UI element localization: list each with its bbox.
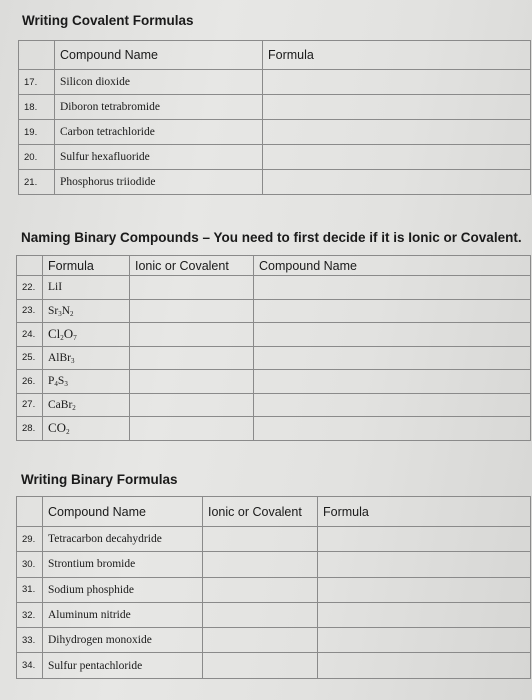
compound-name-answer-cell[interactable]	[254, 276, 531, 300]
row-number: 19.	[19, 120, 55, 145]
row-number: 30.	[17, 552, 43, 577]
compound-name-answer-cell[interactable]	[254, 299, 531, 323]
header-number	[19, 41, 55, 70]
formula-text: LiI	[48, 281, 63, 294]
ionic-or-covalent-answer-cell[interactable]	[130, 370, 254, 394]
row-number: 27.	[17, 393, 43, 417]
compound-name: Dihydrogen monoxide	[43, 628, 203, 653]
formula-subscript: 2	[70, 309, 74, 318]
header-ionic-or-covalent: Ionic or Covalent	[203, 497, 318, 527]
writing-binary-table	[16, 496, 531, 679]
formula-text: CO	[48, 420, 67, 436]
compound-name-answer-cell[interactable]	[254, 417, 531, 441]
chemical-formula	[43, 393, 130, 417]
formula-answer-cell[interactable]	[263, 120, 531, 145]
ionic-or-covalent-answer-cell[interactable]	[203, 602, 318, 627]
header-compound-name: Compound Name	[55, 41, 263, 70]
table-header-row	[19, 41, 531, 70]
ionic-or-covalent-answer-cell[interactable]	[203, 577, 318, 602]
compound-name-answer-cell[interactable]	[254, 346, 531, 370]
row-number: 24.	[17, 323, 43, 347]
formula-answer-cell[interactable]	[318, 628, 531, 653]
formula-subscript: 3	[58, 309, 62, 318]
row-number: 25.	[17, 346, 43, 370]
table-row	[17, 346, 531, 370]
table-row	[19, 170, 531, 195]
formula-answer-cell[interactable]	[318, 577, 531, 602]
covalent-formulas-table	[18, 40, 531, 195]
formula-text: Cl	[48, 326, 61, 342]
formula-text: P	[48, 375, 55, 388]
row-number: 18.	[19, 95, 55, 120]
ionic-or-covalent-answer-cell[interactable]	[130, 417, 254, 441]
formula-subscript: 7	[73, 334, 77, 343]
header-formula: Formula	[318, 497, 531, 527]
section-3-title: Writing Binary Formulas	[21, 472, 178, 487]
formula-text: O	[63, 326, 74, 342]
table-row	[17, 628, 531, 653]
section-1-title: Writing Covalent Formulas	[22, 13, 194, 28]
ionic-or-covalent-answer-cell[interactable]	[130, 346, 254, 370]
formula-subscript: 2	[60, 334, 64, 343]
compound-name: Silicon dioxide	[55, 70, 263, 95]
chemical-formula	[43, 276, 130, 300]
table-row	[17, 323, 531, 347]
formula-subscript: 2	[66, 428, 70, 437]
header-number	[17, 497, 43, 527]
naming-binary-table	[16, 255, 531, 441]
table-row	[19, 70, 531, 95]
ionic-or-covalent-answer-cell[interactable]	[203, 628, 318, 653]
header-number	[17, 256, 43, 276]
table-row	[17, 577, 531, 602]
ionic-or-covalent-answer-cell[interactable]	[130, 299, 254, 323]
compound-name: Sulfur hexafluoride	[55, 145, 263, 170]
formula-text: AlBr	[48, 351, 71, 364]
compound-name-answer-cell[interactable]	[254, 370, 531, 394]
row-number: 23.	[17, 299, 43, 323]
table-row	[19, 145, 531, 170]
table-row	[17, 370, 531, 394]
ionic-or-covalent-answer-cell[interactable]	[130, 323, 254, 347]
row-number: 28.	[17, 417, 43, 441]
header-formula: Formula	[43, 256, 130, 276]
formula-text: N	[61, 304, 71, 317]
header-compound-name: Compound Name	[254, 256, 531, 276]
table-row	[17, 393, 531, 417]
section-2-title: Naming Binary Compounds – You need to first decide if it is Ionic or Covalent.	[21, 230, 522, 245]
table-row	[19, 95, 531, 120]
row-number: 17.	[19, 70, 55, 95]
ionic-or-covalent-answer-cell[interactable]	[130, 393, 254, 417]
formula-answer-cell[interactable]	[318, 653, 531, 678]
ionic-or-covalent-answer-cell[interactable]	[203, 552, 318, 577]
table-row	[17, 527, 531, 552]
compound-name-answer-cell[interactable]	[254, 323, 531, 347]
chemical-formula	[43, 346, 130, 370]
table-header-row	[17, 497, 531, 527]
formula-answer-cell[interactable]	[318, 527, 531, 552]
formula-answer-cell[interactable]	[263, 70, 531, 95]
chemical-formula	[43, 299, 130, 323]
table-header-row	[17, 256, 531, 276]
table-row	[17, 653, 531, 678]
table-row	[17, 299, 531, 323]
formula-subscript: 3	[64, 380, 68, 389]
compound-name: Diboron tetrabromide	[55, 95, 263, 120]
row-number: 21.	[19, 170, 55, 195]
formula-subscript: 3	[71, 356, 75, 365]
row-number: 20.	[19, 145, 55, 170]
row-number: 29.	[17, 527, 43, 552]
formula-text: CaBr	[48, 398, 73, 411]
table-row	[17, 552, 531, 577]
ionic-or-covalent-answer-cell[interactable]	[203, 527, 318, 552]
formula-answer-cell[interactable]	[263, 170, 531, 195]
formula-subscript: 4	[54, 380, 58, 389]
formula-text: Sr	[48, 304, 59, 317]
row-number: 31.	[17, 577, 43, 602]
chemical-formula	[43, 370, 130, 394]
chemical-formula	[43, 417, 130, 441]
formula-subscript: 2	[72, 403, 76, 412]
formula-answer-cell[interactable]	[263, 95, 531, 120]
ionic-or-covalent-answer-cell[interactable]	[130, 276, 254, 300]
header-compound-name: Compound Name	[43, 497, 203, 527]
table-row	[17, 602, 531, 627]
header-formula: Formula	[263, 41, 531, 70]
row-number: 26.	[17, 370, 43, 394]
compound-name: Aluminum nitride	[43, 602, 203, 627]
compound-name: Sulfur pentachloride	[43, 653, 203, 678]
row-number: 34.	[17, 653, 43, 678]
compound-name: Strontium bromide	[43, 552, 203, 577]
table-row	[17, 276, 531, 300]
table-row	[19, 120, 531, 145]
header-ionic-or-covalent: Ionic or Covalent	[130, 256, 254, 276]
row-number: 33.	[17, 628, 43, 653]
compound-name: Carbon tetrachloride	[55, 120, 263, 145]
row-number: 32.	[17, 602, 43, 627]
formula-answer-cell[interactable]	[263, 145, 531, 170]
table-row	[17, 417, 531, 441]
compound-name: Sodium phosphide	[43, 577, 203, 602]
compound-name: Tetracarbon decahydride	[43, 527, 203, 552]
row-number: 22.	[17, 276, 43, 300]
compound-name-answer-cell[interactable]	[254, 393, 531, 417]
formula-answer-cell[interactable]	[318, 552, 531, 577]
formula-text: S	[57, 375, 65, 388]
chemical-formula	[43, 323, 130, 347]
compound-name: Phosphorus triiodide	[55, 170, 263, 195]
formula-answer-cell[interactable]	[318, 602, 531, 627]
ionic-or-covalent-answer-cell[interactable]	[203, 653, 318, 678]
